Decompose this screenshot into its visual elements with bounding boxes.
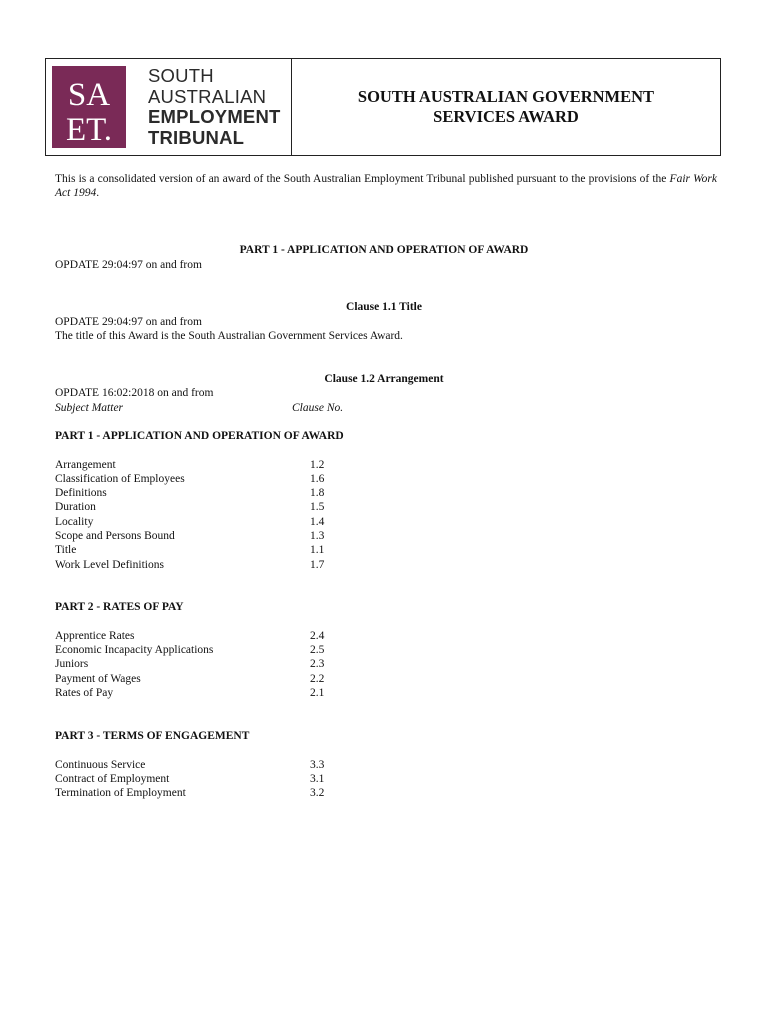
tribunal-logo (46, 59, 292, 155)
toc-row (55, 486, 325, 500)
toc-clause-no: 1.7 (310, 559, 325, 571)
toc-clause-no: 2.4 (310, 630, 325, 642)
toc-part2-heading: PART 2 - RATES OF PAY (55, 601, 184, 613)
intro-text: This is a consolidated version of an award of the South Australian Employment Tribunal published pursuant to the provisions of the (55, 173, 670, 185)
clause-1-1-text: The title of this Award is the South Australian Government Services Award. (55, 330, 403, 342)
toc-clause-no: 1.2 (310, 459, 325, 471)
toc-row (55, 558, 325, 572)
toc-row (55, 472, 325, 486)
clause-1-1-heading: Clause 1.1 Title (346, 301, 422, 313)
saet-logo-mark (52, 66, 126, 148)
toc-row (55, 758, 325, 772)
toc-subject: Economic Incapacity Applications (55, 644, 214, 656)
toc-row (55, 543, 325, 557)
toc-clause-no: 1.1 (310, 544, 325, 556)
toc-subject: Apprentice Rates (55, 630, 135, 642)
toc-clause-no: 2.5 (310, 644, 325, 656)
toc-row (55, 657, 325, 671)
logo-wordmark (148, 66, 281, 148)
toc-row (55, 672, 325, 686)
toc-row (55, 786, 325, 800)
document-header (45, 58, 721, 156)
toc-row (55, 643, 325, 657)
clause-1-2-heading: Clause 1.2 Arrangement (324, 373, 444, 385)
toc-row (55, 458, 325, 472)
logo-line-south: SOUTH (148, 65, 214, 86)
logo-monogram-top: SA (67, 77, 111, 113)
toc-row (55, 515, 325, 529)
award-title-line1: SOUTH AUSTRALIAN GOVERNMENT (357, 87, 655, 106)
toc-clause-no: 1.4 (310, 516, 325, 528)
intro-text-end: . (96, 187, 100, 200)
col-subject-matter: Subject Matter (55, 402, 124, 414)
award-title-line2: SERVICES AWARD (433, 107, 579, 126)
toc-part1-heading: PART 1 - APPLICATION AND OPERATION OF AWARD (55, 430, 344, 442)
toc-subject: Arrangement (55, 459, 116, 471)
toc-clause-no: 1.6 (310, 473, 325, 485)
part1-update: OPDATE 29:04:97 on and from (55, 259, 202, 271)
intro-paragraph (55, 172, 717, 201)
toc-subject: Classification of Employees (55, 473, 185, 485)
toc-row (55, 686, 325, 700)
toc-clause-no: 2.3 (310, 658, 325, 670)
intro-act-name: Fair Work Act 1994 (55, 173, 717, 200)
toc-subject: Continuous Service (55, 759, 146, 771)
toc-subject: Locality (55, 516, 94, 528)
toc-clause-no: 1.8 (310, 487, 325, 499)
toc-clause-no: 1.5 (310, 501, 325, 513)
toc-subject: Juniors (55, 658, 89, 670)
toc-subject: Definitions (55, 487, 107, 499)
toc-row (55, 772, 325, 786)
toc-subject: Scope and Persons Bound (55, 530, 175, 542)
toc-subject: Termination of Employment (55, 787, 186, 799)
toc-clause-no: 3.3 (310, 759, 325, 771)
col-clause-no: Clause No. (292, 402, 344, 414)
logo-monogram-bottom: ET. (65, 112, 113, 148)
toc-subject: Rates of Pay (55, 687, 114, 699)
toc-subject: Payment of Wages (55, 673, 141, 685)
toc-clause-no: 2.1 (310, 687, 325, 699)
logo-line-employment: EMPLOYMENT (148, 106, 281, 127)
toc-clause-no: 3.1 (310, 773, 325, 785)
clause-1-1-update: OPDATE 29:04:97 on and from (55, 316, 202, 328)
part1-heading: PART 1 - APPLICATION AND OPERATION OF AWARD (239, 244, 529, 256)
logo-line-tribunal: TRIBUNAL (148, 126, 245, 148)
toc-subject: Title (55, 544, 77, 556)
toc-subject: Duration (55, 501, 96, 513)
toc-subject: Contract of Employment (55, 773, 170, 785)
clause-1-2-update: OPDATE 16:02:2018 on and from (55, 387, 214, 399)
toc-row (55, 500, 325, 514)
toc-clause-no: 3.2 (310, 787, 325, 799)
toc-subject: Work Level Definitions (55, 559, 164, 571)
toc-clause-no: 1.3 (310, 530, 325, 542)
toc-clause-no: 2.2 (310, 673, 325, 685)
toc-part3-heading: PART 3 - TERMS OF ENGAGEMENT (55, 730, 250, 742)
toc-row (55, 529, 325, 543)
toc-row (55, 629, 325, 643)
award-title-cell (292, 59, 720, 155)
logo-line-australian: AUSTRALIAN (148, 85, 267, 107)
award-title (358, 87, 654, 127)
